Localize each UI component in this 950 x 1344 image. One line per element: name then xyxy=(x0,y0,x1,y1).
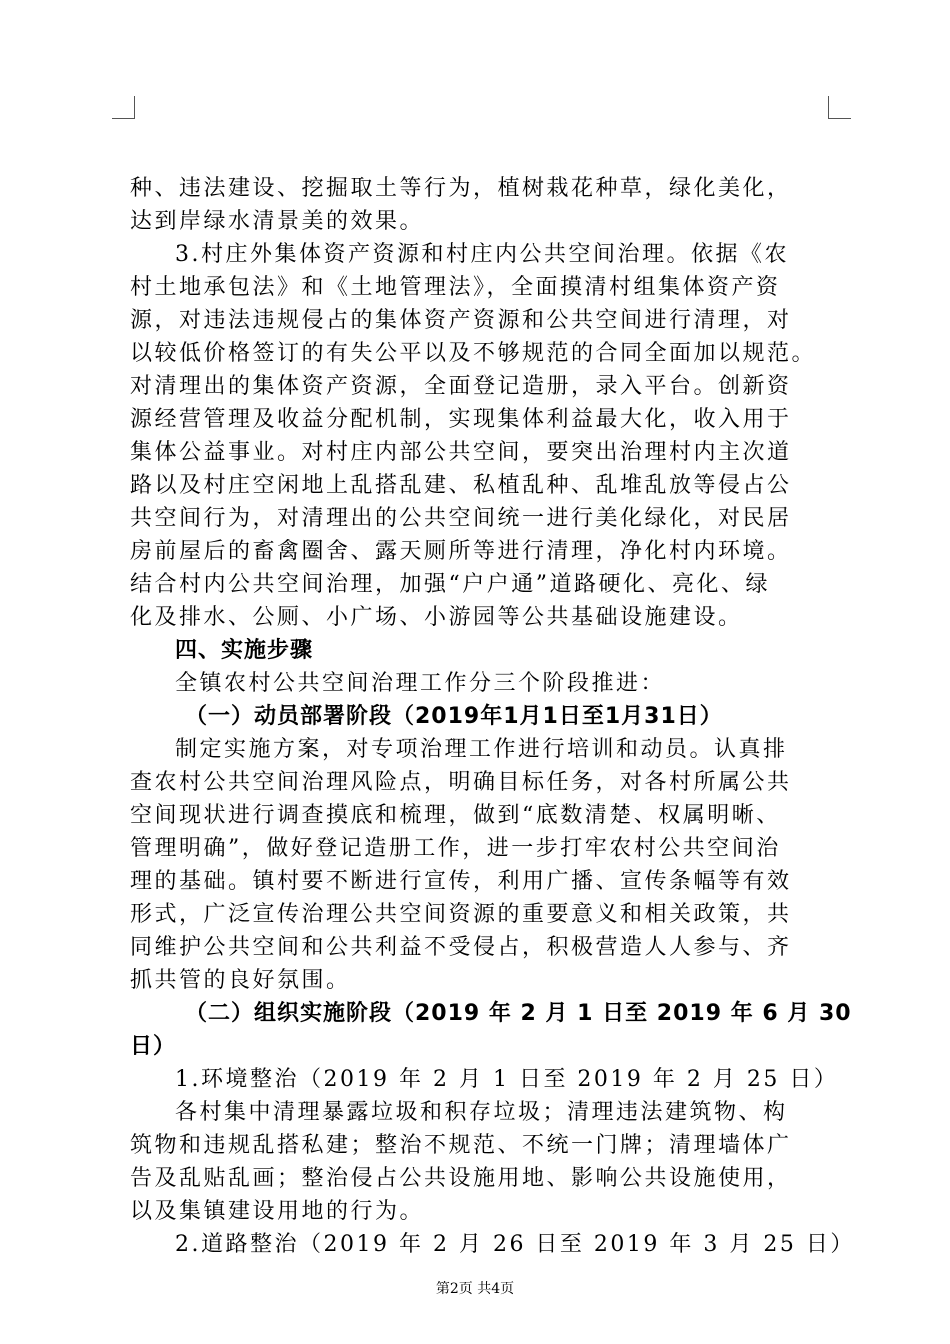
paragraph-line: 形式，广泛宣传治理公共空间资源的重要意义和相关政策，共 xyxy=(130,902,792,927)
paragraph-line: 源，对违法违规侵占的集体资产资源和公共空间进行清理，对 xyxy=(130,308,792,333)
section-heading-line: （一）动员部署阶段（2019年1月1日至1月31日） xyxy=(185,704,723,729)
paragraph-line: 对清理出的集体资产资源，全面登记造册，录入平台。创新资 xyxy=(130,374,792,399)
section-heading-line: 日） xyxy=(130,1034,177,1059)
paragraph-line: 结合村内公共空间治理，加强“户户通”道路硬化、亮化、绿 xyxy=(130,572,770,597)
crop-mark-top-left xyxy=(112,96,135,119)
page-footer: 第2页 共4页 xyxy=(435,1281,515,1297)
paragraph-line: 以较低价格签订的有失公平以及不够规范的合同全面加以规范。 xyxy=(130,341,817,366)
paragraph-line: 1.环境整治（2019 年 2 月 1 日至 2019 年 2 月 25 日） xyxy=(175,1067,839,1092)
paragraph-line: 共空间行为，对清理出的公共空间统一进行美化绿化，对民居 xyxy=(130,506,792,531)
paragraph-line: 抓共管的良好氛围。 xyxy=(130,968,351,993)
paragraph-line: 全镇农村公共空间治理工作分三个阶段推进： xyxy=(175,671,666,696)
paragraph-line: 2.道路整治（2019 年 2 月 26 日至 2019 年 3 月 25 日） xyxy=(175,1232,855,1257)
paragraph-line: 达到岸绿水清景美的效果。 xyxy=(130,209,425,234)
paragraph-line: 房前屋后的畜禽圈舍、露天厕所等进行清理，净化村内环境。 xyxy=(130,539,792,564)
section-heading-line: （二）组织实施阶段（2019 年 2 月 1 日至 2019 年 6 月 30 xyxy=(185,1001,852,1026)
paragraph-line: 化及排水、公厕、小广场、小游园等公共基础设施建设。 xyxy=(130,605,743,630)
paragraph-line: 村土地承包法》和《土地管理法》，全面摸清村组集体资产资 xyxy=(130,275,781,300)
section-heading-line: 四、实施步骤 xyxy=(175,638,314,663)
paragraph-line: 各村集中清理暴露垃圾和积存垃圾；清理违法建筑物、构 xyxy=(175,1100,788,1125)
document-body xyxy=(130,172,855,1261)
paragraph-line: 3.村庄外集体资产资源和村庄内公共空间治理。依据《农 xyxy=(175,242,789,267)
paragraph-line: 告及乱贴乱画；整治侵占公共设施用地、影响公共设施使用， xyxy=(130,1166,792,1191)
paragraph-line: 路以及村庄空闲地上乱搭乱建、私植乱种、乱堆乱放等侵占公 xyxy=(130,473,792,498)
paragraph-line: 管理明确”，做好登记造册工作，进一步打牢农村公共空间治 xyxy=(130,836,781,861)
paragraph-line: 集体公益事业。对村庄内部公共空间，要突出治理村内主次道 xyxy=(130,440,792,465)
paragraph-line: 种、违法建设、挖掘取土等行为，植树栽花种草，绿化美化， xyxy=(130,176,792,201)
paragraph-line: 理的基础。镇村要不断进行宣传，利用广播、宣传条幅等有效 xyxy=(130,869,792,894)
paragraph-line: 以及集镇建设用地的行为。 xyxy=(130,1199,425,1224)
paragraph-line: 同维护公共空间和公共利益不受侵占，积极营造人人参与、齐 xyxy=(130,935,792,960)
paragraph-line: 源经营管理及收益分配机制，实现集体利益最大化，收入用于 xyxy=(130,407,792,432)
paragraph-line: 制定实施方案，对专项治理工作进行培训和动员。认真排 xyxy=(175,737,788,762)
paragraph-line: 空间现状进行调查摸底和梳理，做到“底数清楚、权属明晰、 xyxy=(130,803,781,828)
paragraph-line: 筑物和违规乱搭私建；整治不规范、不统一门牌；清理墙体广 xyxy=(130,1133,792,1158)
paragraph-line: 查农村公共空间治理风险点，明确目标任务，对各村所属公共 xyxy=(130,770,792,795)
crop-mark-top-right xyxy=(828,96,851,119)
